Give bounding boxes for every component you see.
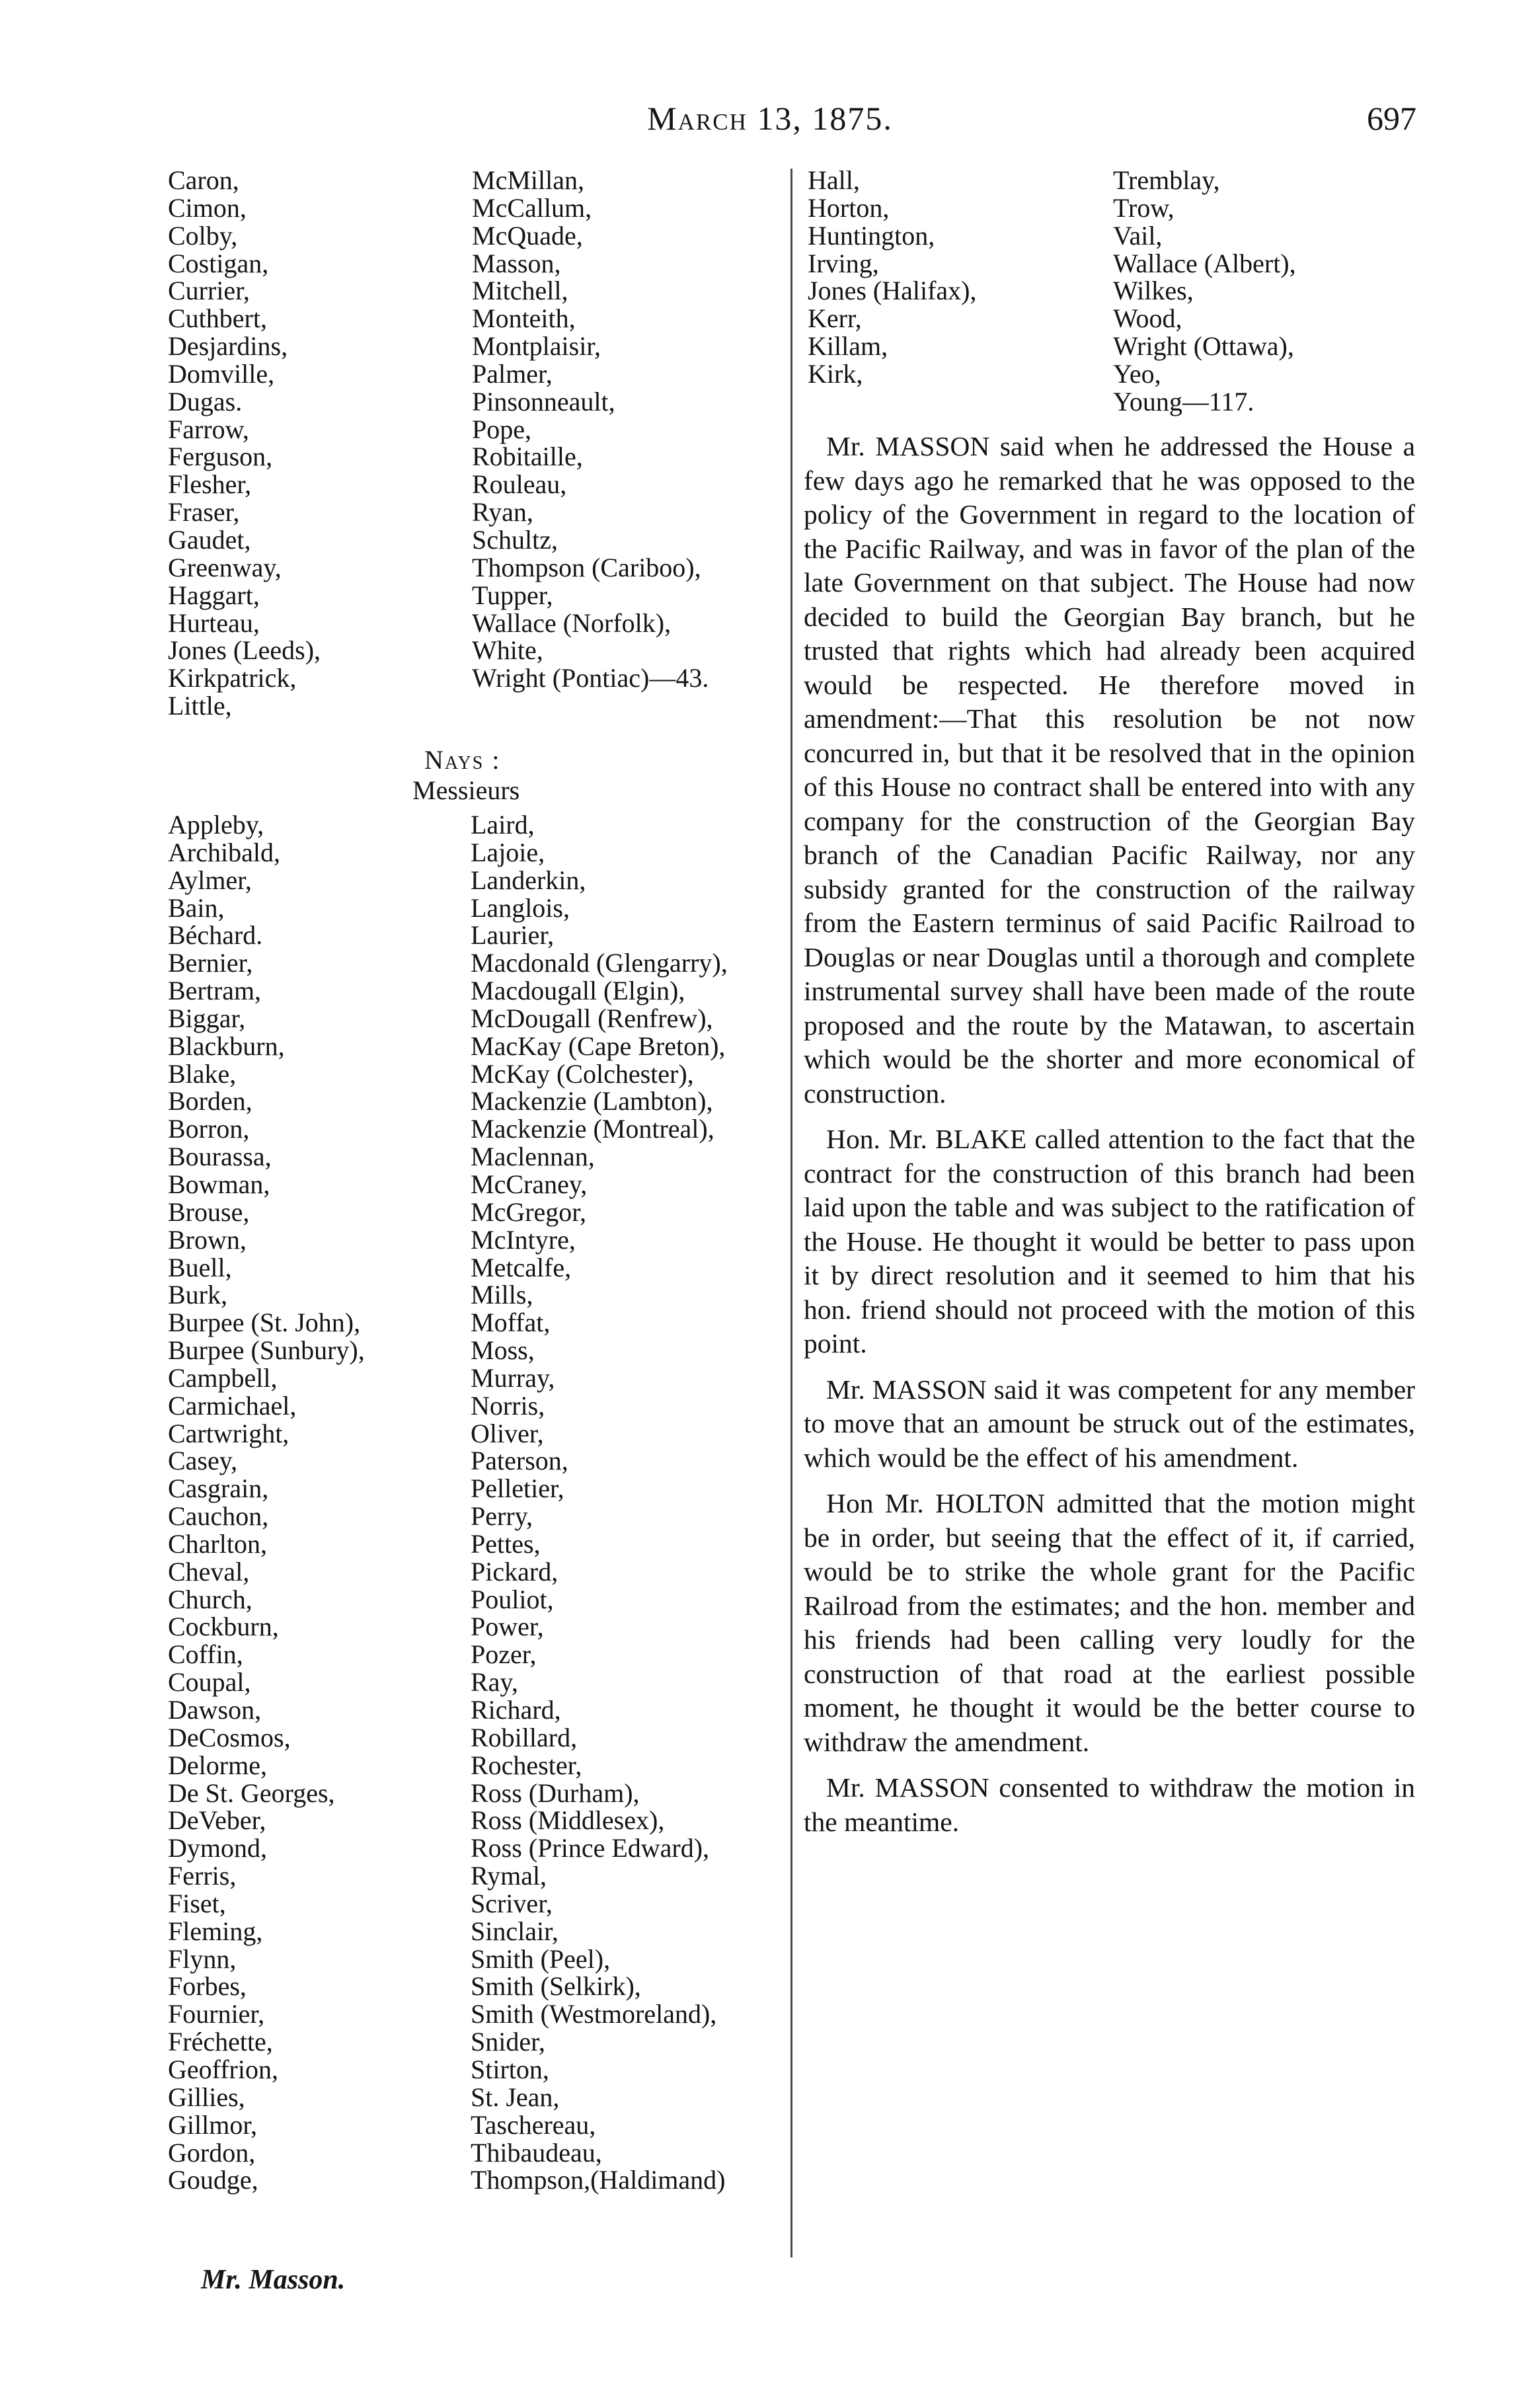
member-name: Laird, <box>471 810 535 840</box>
member-name: McIntyre, <box>471 1224 576 1255</box>
member-name: Domville, <box>168 358 275 389</box>
member-name: Oliver, <box>471 1418 544 1448</box>
member-name: Horton, <box>808 192 890 223</box>
member-name: Fréchette, <box>168 2027 273 2057</box>
page-number: 697 <box>1367 100 1416 137</box>
member-name: Smith (Westmoreland), <box>471 1999 717 2029</box>
yeas-list-col1 <box>168 167 321 720</box>
member-name: Flynn, <box>168 1943 237 1974</box>
member-name: Coupal, <box>168 1667 251 1698</box>
member-name: Burpee (Sunbury), <box>168 1335 365 1366</box>
member-name: Blake, <box>168 1058 237 1089</box>
member-name: Pickard, <box>471 1556 558 1586</box>
paragraph: Mr. MASSON consented to withdraw the motion in the meantime. <box>804 1772 1415 1837</box>
member-name: Goudge, <box>168 2165 258 2195</box>
member-name: Moss, <box>471 1335 535 1366</box>
member-name: Colby, <box>168 220 238 251</box>
member-name: Pelletier, <box>471 1473 564 1504</box>
member-name: Maclennan, <box>471 1142 595 1172</box>
member-name: Ferris, <box>168 1861 237 1891</box>
member-name: Vail, <box>1113 220 1163 251</box>
member-name: Scriver, <box>471 1888 553 1918</box>
member-name: Church, <box>168 1584 252 1614</box>
member-name: McCraney, <box>471 1169 588 1199</box>
nays-list-col2 <box>471 811 728 2194</box>
nays-heading <box>378 745 576 806</box>
member-name: Robillard, <box>471 1722 578 1752</box>
member-name: Mills, <box>471 1280 533 1310</box>
member-name: Borden, <box>168 1086 252 1116</box>
member-name: Haggart, <box>168 580 260 610</box>
member-name: Hall, <box>808 165 860 195</box>
member-name: Mackenzie (Lambton), <box>471 1086 713 1116</box>
member-name: McQuade, <box>472 220 583 251</box>
member-name: Pouliot, <box>471 1584 554 1614</box>
member-name: Schultz, <box>472 524 558 555</box>
member-name: Appleby, <box>168 810 264 840</box>
member-name: Wallace (Albert), <box>1113 248 1296 278</box>
paragraph: Hon Mr. HOLTON admitted that the motion might be in order, but seeing that the effect of it, if carried, would be to strike the whole grant for the Pacific Railroad from the estimates; and the hon. member and his friends had been calling very loudly for the construction of that road at the earliest possible moment, he thought it would be the better course to withdraw the amendment. <box>804 1488 1415 1757</box>
member-name: Dugas. <box>168 386 243 416</box>
page-title: March 13, 1875. <box>647 100 893 137</box>
member-name: Costigan, <box>168 248 269 278</box>
member-name: Pettes, <box>471 1528 541 1559</box>
member-name: Irving, <box>808 248 879 278</box>
member-name: Biggar, <box>168 1003 246 1033</box>
nays-label: Nays : <box>424 745 501 775</box>
member-name: Flesher, <box>168 469 252 500</box>
member-name: Metcalfe, <box>471 1252 572 1282</box>
member-name: Yeo, <box>1113 358 1161 389</box>
member-name: White, <box>472 635 543 666</box>
member-name: Brouse, <box>168 1196 250 1227</box>
member-name: Casgrain, <box>168 1473 269 1504</box>
member-name: Gillies, <box>168 2082 245 2112</box>
member-name: Forbes, <box>168 1971 247 2002</box>
member-name: Masson, <box>472 248 561 278</box>
member-name: Ross (Durham), <box>471 1778 640 1808</box>
member-name: Murray, <box>471 1362 555 1393</box>
paragraph: Mr. MASSON said it was competent for any member to move that an amount be struck out of the estimates, which would be the effect of his amendment. <box>804 1374 1415 1473</box>
member-name: Currier, <box>168 276 250 306</box>
member-name: Caron, <box>168 165 239 195</box>
footer-signature: Mr. Masson. <box>201 2265 346 2295</box>
member-name: Desjardins, <box>168 331 288 362</box>
member-name: Jones (Halifax), <box>808 276 977 306</box>
member-name: Dymond, <box>168 1833 267 1863</box>
member-name: Pozer, <box>471 1639 537 1670</box>
member-name: Killam, <box>808 331 888 362</box>
member-name: Greenway, <box>168 552 282 582</box>
member-name: Hurteau, <box>168 607 260 638</box>
member-name: Bourassa, <box>168 1142 272 1172</box>
member-name: Ray, <box>471 1667 518 1698</box>
member-name: Young—117. <box>1113 386 1254 416</box>
member-name: Burk, <box>168 1280 227 1310</box>
member-name: Cartwright, <box>168 1418 289 1448</box>
paragraph: Mr. MASSON said when he addressed the House a few days ago he remarked that he was opposed to the policy of the Government in regard to the location of the Pacific Railway, and was in favor of the plan of the late Government on that subject. The House had now decided to build the Georgian Bay branch, but he trusted that rights which had already been acquired would be respected. He therefore moved in amendment:—That this resolution be not now concurred in, but that it be resolved that in the opinion of this House no contract shall be entered into with any company for the construction of the Georgian Bay branch of the Canadian Pacific Railway, nor any subsidy granted for the construction of the railway from the Eastern terminus of said Pacific Railroad to Douglas or near Douglas until a thorough and complete instrumental survey shall have been made of the route proposed and the route by the Matawan, to ascertain which would be the shorter and more economical of construction. <box>804 431 1415 1109</box>
member-name: Norris, <box>471 1390 545 1421</box>
member-name: McGregor, <box>471 1196 586 1227</box>
column-divider <box>790 169 792 2257</box>
member-name: Monteith, <box>472 303 576 334</box>
nays-list-col4 <box>1113 167 1296 416</box>
member-name: Thibaudeau, <box>471 2137 602 2168</box>
member-name: Rymal, <box>471 1861 547 1891</box>
member-name: Wright (Ottawa), <box>1113 331 1294 362</box>
member-name: Perry, <box>471 1501 533 1532</box>
member-name: Sinclair, <box>471 1916 558 1946</box>
member-name: Burpee (St. John), <box>168 1308 361 1338</box>
member-name: Fiset, <box>168 1888 226 1918</box>
member-name: Cuthbert, <box>168 303 267 334</box>
messieurs-label: Messieurs <box>412 775 520 805</box>
member-name: Montplaisir, <box>472 331 601 362</box>
member-name: Jones (Leeds), <box>168 635 321 666</box>
member-name: Ferguson, <box>168 442 273 472</box>
member-name: Dawson, <box>168 1695 262 1725</box>
member-name: Thompson (Cariboo), <box>472 552 701 582</box>
member-name: Ross (Prince Edward), <box>471 1833 710 1863</box>
member-name: Kirk, <box>808 358 863 389</box>
member-name: Coffin, <box>168 1639 243 1670</box>
member-name: Pope, <box>472 414 531 444</box>
member-name: Carmichael, <box>168 1390 297 1421</box>
member-name: Béchard. <box>168 920 263 951</box>
member-name: Tremblay, <box>1113 165 1220 195</box>
member-name: Kerr, <box>808 303 862 334</box>
member-name: Moffat, <box>471 1308 551 1338</box>
member-name: Archibald, <box>168 837 280 867</box>
member-name: Campbell, <box>168 1362 278 1393</box>
member-name: Fleming, <box>168 1916 263 1946</box>
member-name: Paterson, <box>471 1446 568 1476</box>
member-name: Gaudet, <box>168 524 251 555</box>
member-name: Rochester, <box>471 1750 582 1780</box>
member-name: Borron, <box>168 1114 250 1144</box>
member-name: Macdonald (Glengarry), <box>471 948 728 978</box>
member-name: Cheval, <box>168 1556 250 1586</box>
member-name: Geoffrion, <box>168 2054 278 2084</box>
member-name: Gillmor, <box>168 2109 258 2140</box>
member-name: Taschereau, <box>471 2109 596 2140</box>
yeas-list-col2 <box>472 167 709 692</box>
paragraph: Hon. Mr. BLAKE called attention to the fact that the contract for the construction of this branch had been laid upon the table and was subject to the ratification of the House. He thought it would be better to pass upon it by direct resolution and it seemed to him that his hon. friend should not proceed with the motion of this point. <box>804 1124 1415 1358</box>
member-name: DeVeber, <box>168 1805 266 1836</box>
member-name: Rouleau, <box>472 469 567 500</box>
member-name: Wright (Pontiac)—43. <box>472 663 709 693</box>
member-name: Laurier, <box>471 920 555 951</box>
nays-list-col1 <box>168 811 365 2194</box>
member-name: Richard, <box>471 1695 561 1725</box>
member-name: Brown, <box>168 1224 247 1255</box>
member-name: Palmer, <box>472 358 553 389</box>
member-name: Stirton, <box>471 2054 549 2084</box>
member-name: McDougall (Renfrew), <box>471 1003 713 1033</box>
member-name: Kirkpatrick, <box>168 663 297 693</box>
member-name: Mitchell, <box>472 276 568 306</box>
member-name: Gordon, <box>168 2137 256 2168</box>
member-name: De St. Georges, <box>168 1778 335 1808</box>
member-name: Snider, <box>471 2027 545 2057</box>
member-name: Thompson,(Haldimand) <box>471 2165 726 2195</box>
member-name: Wood, <box>1113 303 1182 334</box>
member-name: Smith (Selkirk), <box>471 1971 641 2002</box>
member-name: Ryan, <box>472 497 533 528</box>
member-name: Bowman, <box>168 1169 270 1199</box>
member-name: Fraser, <box>168 497 240 528</box>
member-name: MacKay (Cape Breton), <box>471 1031 726 1061</box>
member-name: Power, <box>471 1612 544 1642</box>
member-name: Cauchon, <box>168 1501 269 1532</box>
member-name: Trow, <box>1113 192 1174 223</box>
member-name: McKay (Colchester), <box>471 1058 694 1089</box>
member-name: St. Jean, <box>471 2082 560 2112</box>
member-name: Bertram, <box>168 976 262 1006</box>
member-name: Blackburn, <box>168 1031 285 1061</box>
member-name: McMillan, <box>472 165 584 195</box>
member-name: Ross (Middlesex), <box>471 1805 665 1836</box>
member-name: Wilkes, <box>1113 276 1194 306</box>
member-name: Mackenzie (Montreal), <box>471 1114 714 1144</box>
member-name: Macdougall (Elgin), <box>471 976 685 1006</box>
member-name: Fournier, <box>168 1999 265 2029</box>
member-name: Little, <box>168 691 232 721</box>
member-name: Cockburn, <box>168 1612 279 1642</box>
page-header <box>0 99 1540 152</box>
member-name: Buell, <box>168 1252 232 1282</box>
member-name: DeCosmos, <box>168 1722 291 1752</box>
member-name: Bernier, <box>168 948 253 978</box>
member-name: Langlois, <box>471 892 570 923</box>
member-name: McCallum, <box>472 192 592 223</box>
debate-text <box>804 430 1415 1851</box>
member-name: Smith (Peel), <box>471 1943 611 1974</box>
member-name: Charlton, <box>168 1528 267 1559</box>
member-name: Wallace (Norfolk), <box>472 607 672 638</box>
nays-list-col3 <box>808 167 976 388</box>
member-name: Casey, <box>168 1446 238 1476</box>
member-name: Cimon, <box>168 192 247 223</box>
member-name: Farrow, <box>168 414 249 444</box>
member-name: Huntington, <box>808 220 935 251</box>
member-name: Landerkin, <box>471 865 586 895</box>
member-name: Bain, <box>168 892 225 923</box>
member-name: Robitaille, <box>472 442 583 472</box>
member-name: Pinsonneault, <box>472 386 615 416</box>
member-name: Delorme, <box>168 1750 267 1780</box>
member-name: Tupper, <box>472 580 553 610</box>
member-name: Aylmer, <box>168 865 252 895</box>
member-name: Lajoie, <box>471 837 545 867</box>
